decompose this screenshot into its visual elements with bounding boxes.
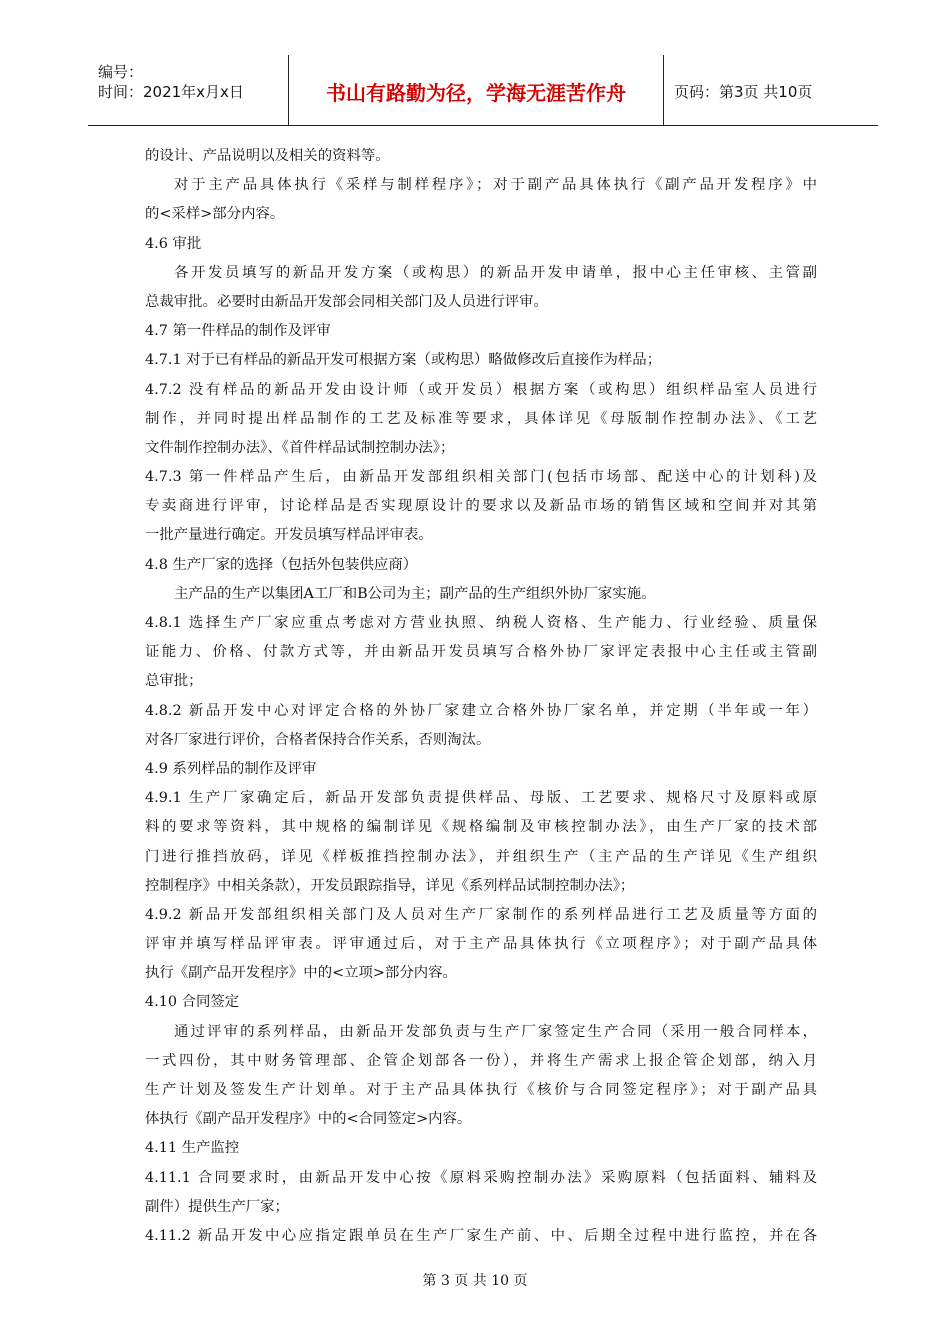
body-line: 生产计划及签发生产计划单。对于主产品具体执行《核价与合同签定程序》；对于副产品具 bbox=[145, 1082, 817, 1098]
header-motto-cell bbox=[289, 55, 664, 125]
body-line: 的<采样>部分内容。 bbox=[145, 206, 285, 223]
body-line: 4.7.1 对于已有样品的新品开发可根据方案（或构思）略做修改后直接作为样品； bbox=[145, 352, 662, 369]
body-line: 4.11.1 合同要求时，由新品开发中心按《原料采购控制办法》采购原料（包括面料、辅料及 bbox=[145, 1169, 817, 1186]
body-line: 对各厂家进行评价，合格者保持合作关系，否则淘汰。 bbox=[145, 731, 491, 748]
body-line: 4.9.1 生产厂家确定后，新品开发部负责提供样品、母版、工艺要求、规格尺寸及原料或原 bbox=[145, 790, 817, 807]
body-line: 控制程序》中相关条款），开发员跟踪指导，详见《系列样品试制控制办法》； bbox=[145, 877, 635, 894]
document-number-label: 编号： bbox=[98, 63, 144, 81]
body-line: 4.9.2 新品开发部组织相关部门及人员对生产厂家制作的系列样品进行工艺及质量等方面的 bbox=[145, 906, 817, 923]
body-line: 4.10 合同签定 bbox=[145, 994, 240, 1011]
page-footer: 第 3 页 共 10 页 bbox=[422, 1273, 528, 1289]
body-line: 4.7 第一件样品的制作及评审 bbox=[145, 323, 331, 340]
body-line: 证能力、价格、付款方式等，并由新品开发员填写合格外协厂家评定表报中心主任或主管副 bbox=[145, 644, 817, 661]
body-line: 一式四份，其中财务管理部、企管企划部各一份），并将生产需求上报企管企划部，纳入月 bbox=[145, 1052, 817, 1069]
body-line: 文件制作控制办法》、《首件样品试制控制办法》； bbox=[145, 439, 455, 456]
body-line: 4.8.1 选择生产厂家应重点考虑对方营业执照、纳税人资格、生产能力、行业经验、质量保 bbox=[145, 615, 817, 631]
body-line: 4.7.2 没有样品的新品开发由设计师（或开发员）根据方案（或构思）组织样品室人员进行 bbox=[145, 381, 817, 398]
body-line: 执行《副产品开发程序》中的<立项>部分内容。 bbox=[145, 965, 457, 982]
body-line: 4.8.2 新品开发中心对评定合格的外协厂家建立合格外协厂家名单，并定期（半年或一年） bbox=[145, 702, 817, 719]
body-line: 总审批； bbox=[145, 673, 203, 690]
body-line: 对于主产品具体执行《采样与制样程序》；对于副产品具体执行《副产品开发程序》中 bbox=[174, 177, 817, 194]
document-time-label: 时间：2021年x月x日 bbox=[98, 83, 244, 101]
body-line: 4.7.3 第一件样品产生后，由新品开发部组织相关部门(包括市场部、配送中心的计划科)及 bbox=[145, 469, 817, 486]
document-body bbox=[145, 142, 817, 1251]
body-line: 体执行《副产品开发程序》中的<合同签定>内容。 bbox=[145, 1111, 472, 1128]
body-line: 各开发员填写的新品开发方案（或构思）的新品开发申请单，报中心主任审核、主管副 bbox=[174, 264, 817, 281]
body-line: 4.11 生产监控 bbox=[145, 1140, 240, 1157]
body-line: 制作，并同时提出样品制作的工艺及标准等要求，具体详见《母版制作控制办法》、《工艺 bbox=[145, 410, 817, 427]
page-header bbox=[88, 55, 878, 126]
body-line: 4.6 审批 bbox=[145, 235, 202, 252]
body-line: 评审并填写样品评审表。评审通过后，对于主产品具体执行《立项程序》；对于副产品具体 bbox=[145, 936, 817, 953]
body-line: 专卖商进行评审，讨论样品是否实现原设计的要求以及新品市场的销售区域和空间并对其第 bbox=[145, 498, 817, 515]
body-line: 4.8 生产厂家的选择（包括外包装供应商） bbox=[145, 556, 418, 573]
header-left-cell bbox=[88, 55, 289, 125]
body-line: 4.11.2 新品开发中心应指定跟单员在生产厂家生产前、中、后期全过程中进行监控，并在各 bbox=[145, 1227, 817, 1244]
body-line: 的设计、产品说明以及相关的资料等。 bbox=[145, 148, 390, 164]
header-motto: 书山有路勤为径，学海无涯苦作舟 bbox=[326, 81, 626, 105]
body-line: 一批产量进行确定。开发员填写样品评审表。 bbox=[145, 527, 433, 544]
body-line: 门进行推挡放码，详见《样板推挡控制办法》，并组织生产（主产品的生产详见《生产组织 bbox=[145, 848, 817, 865]
header-page-number: 页码：第3页 共10页 bbox=[674, 83, 813, 101]
body-line: 总裁审批。必要时由新品开发部会同相关部门及人员进行评审。 bbox=[145, 293, 548, 310]
body-line: 4.9 系列样品的制作及评审 bbox=[145, 760, 317, 777]
body-line: 通过评审的系列样品，由新品开发部负责与生产厂家签定生产合同（采用一般合同样本， bbox=[174, 1023, 817, 1040]
header-page-cell bbox=[664, 55, 878, 125]
body-line: 料的要求等资料，其中规格的编制详见《规格编制及审核控制办法》，由生产厂家的技术部 bbox=[145, 819, 817, 836]
body-line: 副件）提供生产厂家； bbox=[145, 1198, 289, 1215]
body-line: 主产品的生产以集团A工厂和B公司为主；副产品的生产组织外协厂家实施。 bbox=[174, 585, 656, 602]
